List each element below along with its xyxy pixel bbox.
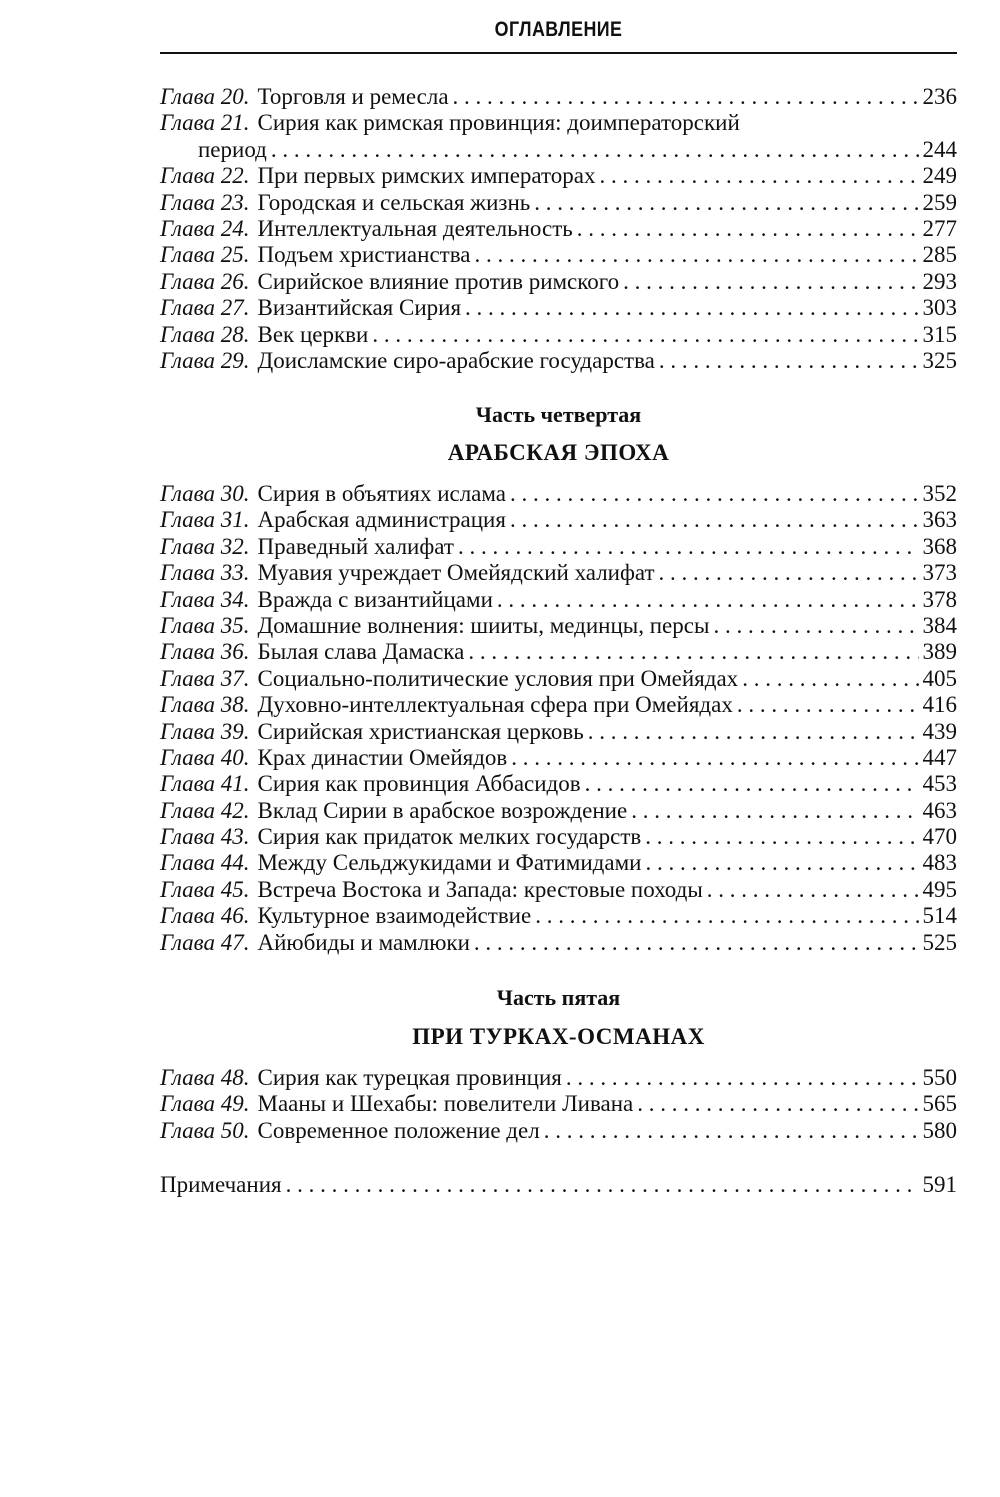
toc-entry[interactable] [160,850,957,876]
part-4-label: Часть четвертая [475,402,642,427]
page-number: 285 [922,242,957,268]
chapter-title: Крах династии Омейядов [257,744,508,770]
chapter-label: Глава 48. [160,1065,250,1090]
chapter-title: При первых римских императорах [257,163,596,189]
dot-leader [510,507,919,533]
dot-leader [585,771,919,797]
page-number: 315 [922,321,957,347]
page-number: 389 [922,639,957,665]
chapter-title: Сирийское влияние против римского [257,268,620,294]
chapter-title: Сирия как турецкая провинция [257,1065,562,1090]
chapter-title: Встреча Востока и Запада: крестовые походы [257,876,703,902]
chapter-title: Сирия как провинция Аббасидов [257,771,581,797]
chapter-title: Муавия учреждает Омейядский халифат [257,560,655,586]
dot-leader [737,692,919,718]
dot-leader [372,322,918,348]
toc-entry[interactable] [160,745,957,771]
chapter-label: Глава 43. [160,824,250,850]
toc-entry[interactable] [160,190,957,216]
page-number: 244 [922,136,957,162]
chapter-label: Глава 34. [160,586,250,612]
page-number: 378 [922,586,957,612]
chapter-title: Культурное взаимодействие [257,903,532,929]
page-number: 368 [922,533,957,559]
dot-leader [474,930,919,956]
notes-title: Примечания [160,1172,282,1197]
chapter-label: Глава 45. [160,876,250,902]
toc-entry[interactable] [160,719,957,745]
page-number: 525 [922,929,957,955]
dot-leader [637,1091,918,1117]
page-number: 565 [922,1091,957,1117]
chapter-label: Глава 42. [160,797,250,823]
chapter-title: Сирия как римская провинция: доимператорский [257,110,740,136]
chapter-title: Торговля и ремесла [257,84,449,109]
chapter-title: Былая слава Дамаска [257,639,465,665]
toc-entry[interactable] [160,507,957,533]
chapter-title: Мааны и Шехабы: повелители Ливана [257,1091,634,1117]
page-number: 453 [922,771,957,797]
part-5-label: Часть пятая [496,985,621,1010]
chapter-label: Глава 25. [160,242,250,268]
toc-entry[interactable] [160,613,957,639]
page-number: 405 [922,665,957,691]
chapter-label: Глава 44. [160,850,250,876]
chapter-title: Доисламские сиро-арабские государства [257,347,655,373]
chapter-title: Праведный халифат [257,533,454,559]
chapter-label: Глава 40. [160,744,250,770]
chapter-label: Глава 36. [160,639,250,665]
toc-entry[interactable] [160,242,957,268]
chapter-label: Глава 37. [160,665,250,691]
chapter-title: Сирия как придаток мелких государств [257,824,642,850]
chapter-label: Глава 21. [160,110,250,136]
chapter-label: Глава 31. [160,507,250,533]
page-number: 363 [922,507,957,533]
toc-entry[interactable] [160,110,957,136]
chapter-label: Глава 24. [160,215,250,241]
chapter-label: Глава 26. [160,268,250,294]
page-number: 483 [922,850,957,876]
chapter-title-continuation: период [198,136,267,162]
page-number: 277 [922,215,957,241]
page-number: 470 [922,824,957,850]
page-number: 325 [922,347,957,373]
dot-leader [453,84,919,110]
chapter-title: Домашние волнения: шииты, мединцы, персы [257,612,710,638]
chapter-title: Сирия в объятиях ислама [257,481,506,506]
page-number: 384 [922,612,957,638]
chapter-title: Подъем христианства [257,242,471,268]
dot-leader [465,295,918,321]
page-number: 416 [922,692,957,718]
dot-leader [534,190,918,216]
chapter-title: Вклад Сирии в арабское возрождение [257,797,628,823]
page-number: 249 [922,163,957,189]
chapter-title: Современное положение дел [257,1117,540,1143]
toc-entry[interactable] [160,587,957,613]
chapter-label: Глава 41. [160,771,250,797]
chapter-label: Глава 32. [160,533,250,559]
toc-entry[interactable] [160,877,957,903]
chapter-title: Арабская администрация [257,507,506,533]
dot-leader [286,1172,919,1198]
page-number: 580 [922,1117,957,1143]
chapter-label: Глава 49. [160,1091,250,1117]
chapter-label: Глава 20. [160,84,250,109]
chapter-title: Айюбиды и мамлюки [257,929,470,955]
toc-entry[interactable] [160,824,957,850]
toc-entry[interactable] [160,692,957,718]
running-head: ОГЛАВЛЕНИЕ [494,18,623,41]
chapter-title: Социально-политические условия при Омейядах [257,665,739,691]
toc-entry[interactable] [160,560,957,586]
dot-leader [458,534,919,560]
toc-entry[interactable] [160,269,957,295]
page-number: 303 [922,295,957,321]
toc-entry[interactable] [160,534,957,560]
chapter-label: Глава 23. [160,189,250,215]
dot-leader [713,613,918,639]
toc-entry-continuation[interactable] [160,137,957,163]
page-number: 236 [922,84,957,109]
page-number: 447 [922,744,957,770]
dot-leader [588,719,919,745]
chapter-label: Глава 38. [160,692,250,718]
chapter-title: Интеллектуальная деятельность [257,215,573,241]
dot-leader [511,745,918,771]
toc-entry[interactable] [160,639,957,665]
page-number: 591 [922,1172,957,1197]
toc-part-4 [160,481,957,956]
dot-leader [631,798,918,824]
page-number: 293 [922,268,957,294]
dot-leader [645,850,918,876]
page-number: 495 [922,876,957,902]
toc-entry[interactable] [160,666,957,692]
chapter-title: Век церкви [257,321,369,347]
dot-leader [497,587,919,613]
toc-entry[interactable] [160,1065,957,1091]
chapter-title: Вражда с византийцами [257,586,493,612]
chapter-label: Глава 47. [160,929,250,955]
dot-leader [271,137,919,163]
dot-leader [707,877,919,903]
header-rule [160,52,957,54]
part-5-title: ПРИ ТУРКАХ-ОСМАНАХ [412,1024,705,1049]
chapter-title: Между Сельджукидами и Фатимидами [257,850,642,876]
toc-entry[interactable] [160,348,957,374]
chapter-label: Глава 30. [160,481,250,506]
page-number: 463 [922,797,957,823]
page-number: 514 [922,903,957,929]
toc-entry-notes[interactable] [160,1172,957,1198]
dot-leader [510,481,919,507]
toc-entry[interactable] [160,481,957,507]
chapter-title: Византийская Сирия [257,295,462,321]
page-number: 550 [922,1065,957,1090]
dot-leader [544,1118,919,1144]
toc-entry[interactable] [160,84,957,110]
toc-notes [160,1172,957,1198]
dot-leader [468,639,918,665]
dot-leader [566,1065,919,1091]
toc-entry[interactable] [160,163,957,189]
chapter-label: Глава 35. [160,612,250,638]
chapter-label: Глава 22. [160,163,250,189]
part-4-title: АРАБСКАЯ ЭПОХА [447,440,670,465]
dot-leader [659,348,919,374]
page-number: 373 [922,560,957,586]
toc-entry[interactable] [160,771,957,797]
dot-leader [474,242,918,268]
dot-leader [535,903,918,929]
dot-leader [659,560,919,586]
dot-leader [577,216,919,242]
dot-leader [742,666,918,692]
toc-entry[interactable] [160,903,957,929]
chapter-title: Духовно-интеллектуальная сфера при Омейядах [257,692,733,718]
toc-entry[interactable] [160,295,957,321]
chapter-label: Глава 29. [160,347,250,373]
page-number: 439 [922,718,957,744]
dot-leader [645,824,918,850]
toc-section-1 [160,84,957,374]
page-number: 259 [922,189,957,215]
toc-entry[interactable] [160,930,957,956]
chapter-title: Городская и сельская жизнь [257,189,531,215]
page-number: 352 [922,481,957,506]
dot-leader [600,163,919,189]
chapter-label: Глава 33. [160,560,250,586]
toc-part-5 [160,1065,957,1144]
toc-entry[interactable] [160,216,957,242]
dot-leader [623,269,918,295]
toc-entry[interactable] [160,1118,957,1144]
chapter-label: Глава 50. [160,1117,250,1143]
toc-entry[interactable] [160,798,957,824]
chapter-label: Глава 46. [160,903,250,929]
chapter-label: Глава 27. [160,295,250,321]
chapter-label: Глава 39. [160,718,250,744]
chapter-label: Глава 28. [160,321,250,347]
toc-entry[interactable] [160,322,957,348]
chapter-title: Сирийская христианская церковь [257,718,584,744]
toc-entry[interactable] [160,1091,957,1117]
